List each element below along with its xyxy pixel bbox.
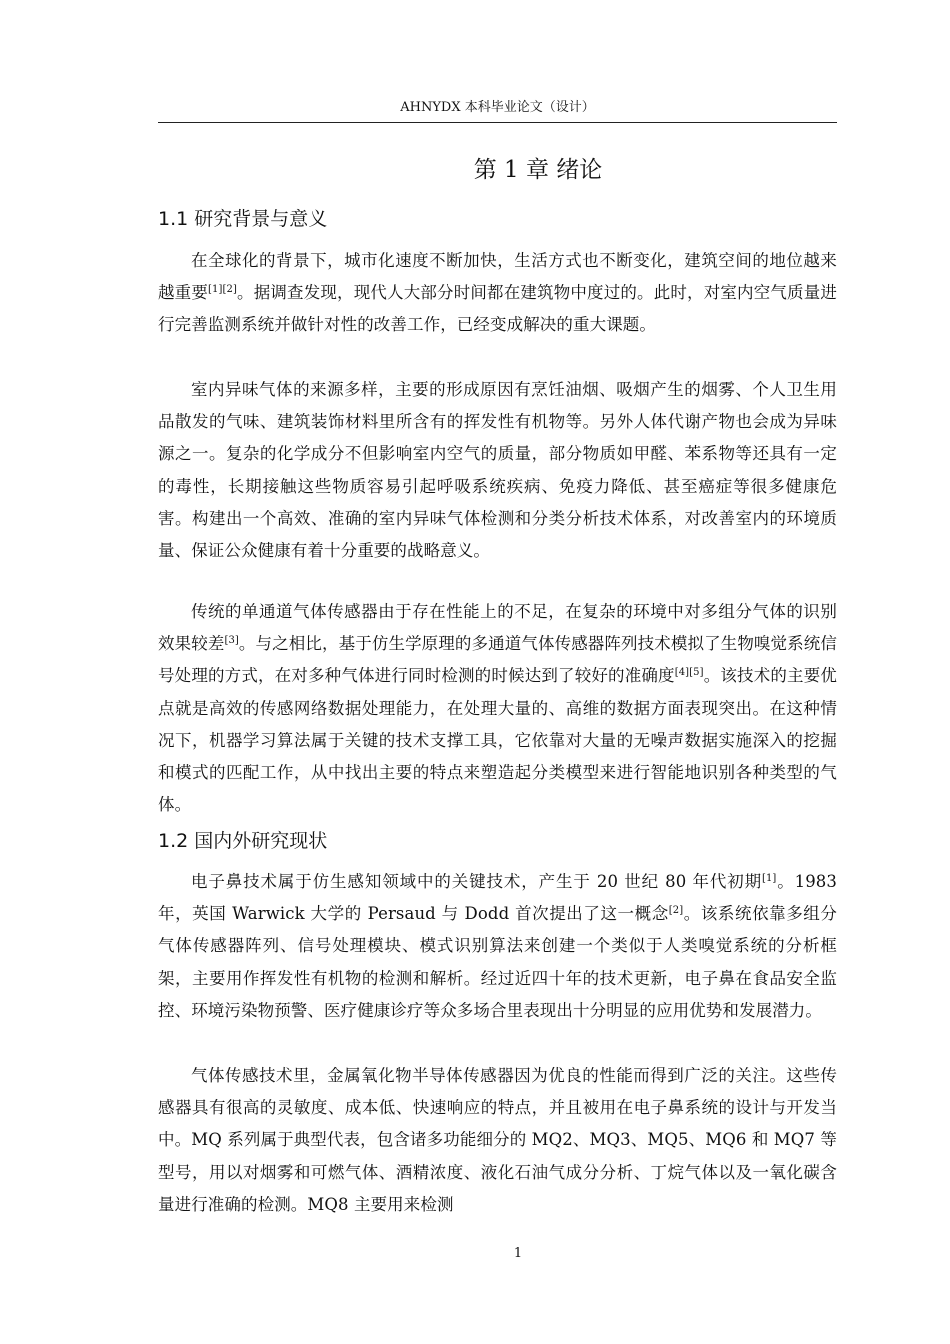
section-title-1-2: 1.2 国内外研究现状 [158, 830, 328, 852]
citation: [4][5] [674, 667, 704, 679]
chapter-title: 第 1 章 绪论 [473, 157, 603, 183]
paragraph-4: 电子鼻技术属于仿生感知领域中的关键技术，产生于 20 世纪 80 年代初期[1]。1983 年，英国 Warwick 大学的 Persaud 与 Dodd 首次提出了这一概念[2]。该系统依靠多组分气体传感器阵列、信号处理模块、模式识别算法来创建一个类似于人类嗅觉系统的分析框架，主要用作挥发性有机物的检测和解析。经过近四十年的技术更新，电子鼻在食品安全监控、环境污染物预警、医疗健康诊疗等众多场合里表现出十分明显的应用优势和发展潜力。 [158, 872, 837, 1020]
citation: [1] [761, 873, 777, 884]
citation: [3] [224, 635, 239, 647]
page-header: AHNYDX 本科毕业论文（设计） [400, 100, 595, 115]
paragraph-5: 气体传感技术里，金属氧化物半导体传感器因为优良的性能而得到广泛的关注。这些传感器具有很高的灵敏度、成本低、快速响应的特点，并且被用在电子鼻系统的设计与开发当中。MQ 系列属于典型代表，包含诸多功能细分的 MQ2、MQ3、MQ5、MQ6 和 MQ7 等型号，用以对烟雾和可燃气体、酒精浓度、液化石油气成分分析、丁烷气体以及一氧化碳含量进行准确的检测。MQ8 主要用来检测 [158, 1066, 837, 1214]
citation: [2] [668, 905, 684, 917]
page-number: 1 [513, 1246, 523, 1261]
paragraph-3: 传统的单通道气体传感器由于存在性能上的不足，在复杂的环境中对多组分气体的识别效果较差[3]。与之相比，基于仿生学原理的多通道气体传感器阵列技术模拟了生物嗅觉系统信号处理的方式，在对多种气体进行同时检测的时候达到了较好的准确度[4][5]。该技术的主要优点就是高效的传感网络数据处理能力，在处理大量的、高维的数据方面表现突出。在这种情况下，机器学习算法属于关键的技术支撑工具，它依靠对大量的无噪声数据实施深入的挖掘和模式的匹配工作，从中找出主要的特点来塑造起分类模型来进行智能地识别各种类型的气体。 [158, 602, 837, 815]
citation: [1][2] [208, 284, 237, 296]
section-title-1-1: 1.1 研究背景与意义 [158, 208, 328, 230]
header-rule [158, 122, 837, 123]
paragraph-2: 室内异味气体的来源多样，主要的形成原因有烹饪油烟、吸烟产生的烟雾、个人卫生用品散发的气味、建筑装饰材料里所含有的挥发性有机物等。另外人体代谢产物也会成为异味源之一。复杂的化学成分不但影响室内空气的质量，部分物质如甲醛、苯系物等还具有一定的毒性，长期接触这些物质容易引起呼吸系统疾病、免疫力降低、甚至癌症等很多健康危害。构建出一个高效、准确的室内异味气体检测和分类分析技术体系，对改善室内的环境质量、保证公众健康有着十分重要的战略意义。 [158, 380, 837, 561]
paragraph-1: 在全球化的背景下，城市化速度不断加快，生活方式也不断变化，建筑空间的地位越来越重要[1][2]。据调查发现，现代人大部分时间都在建筑物中度过的。此时，对室内空气质量进行完善监测系统并做针对性的改善工作，已经变成解决的重大课题。 [158, 251, 837, 335]
